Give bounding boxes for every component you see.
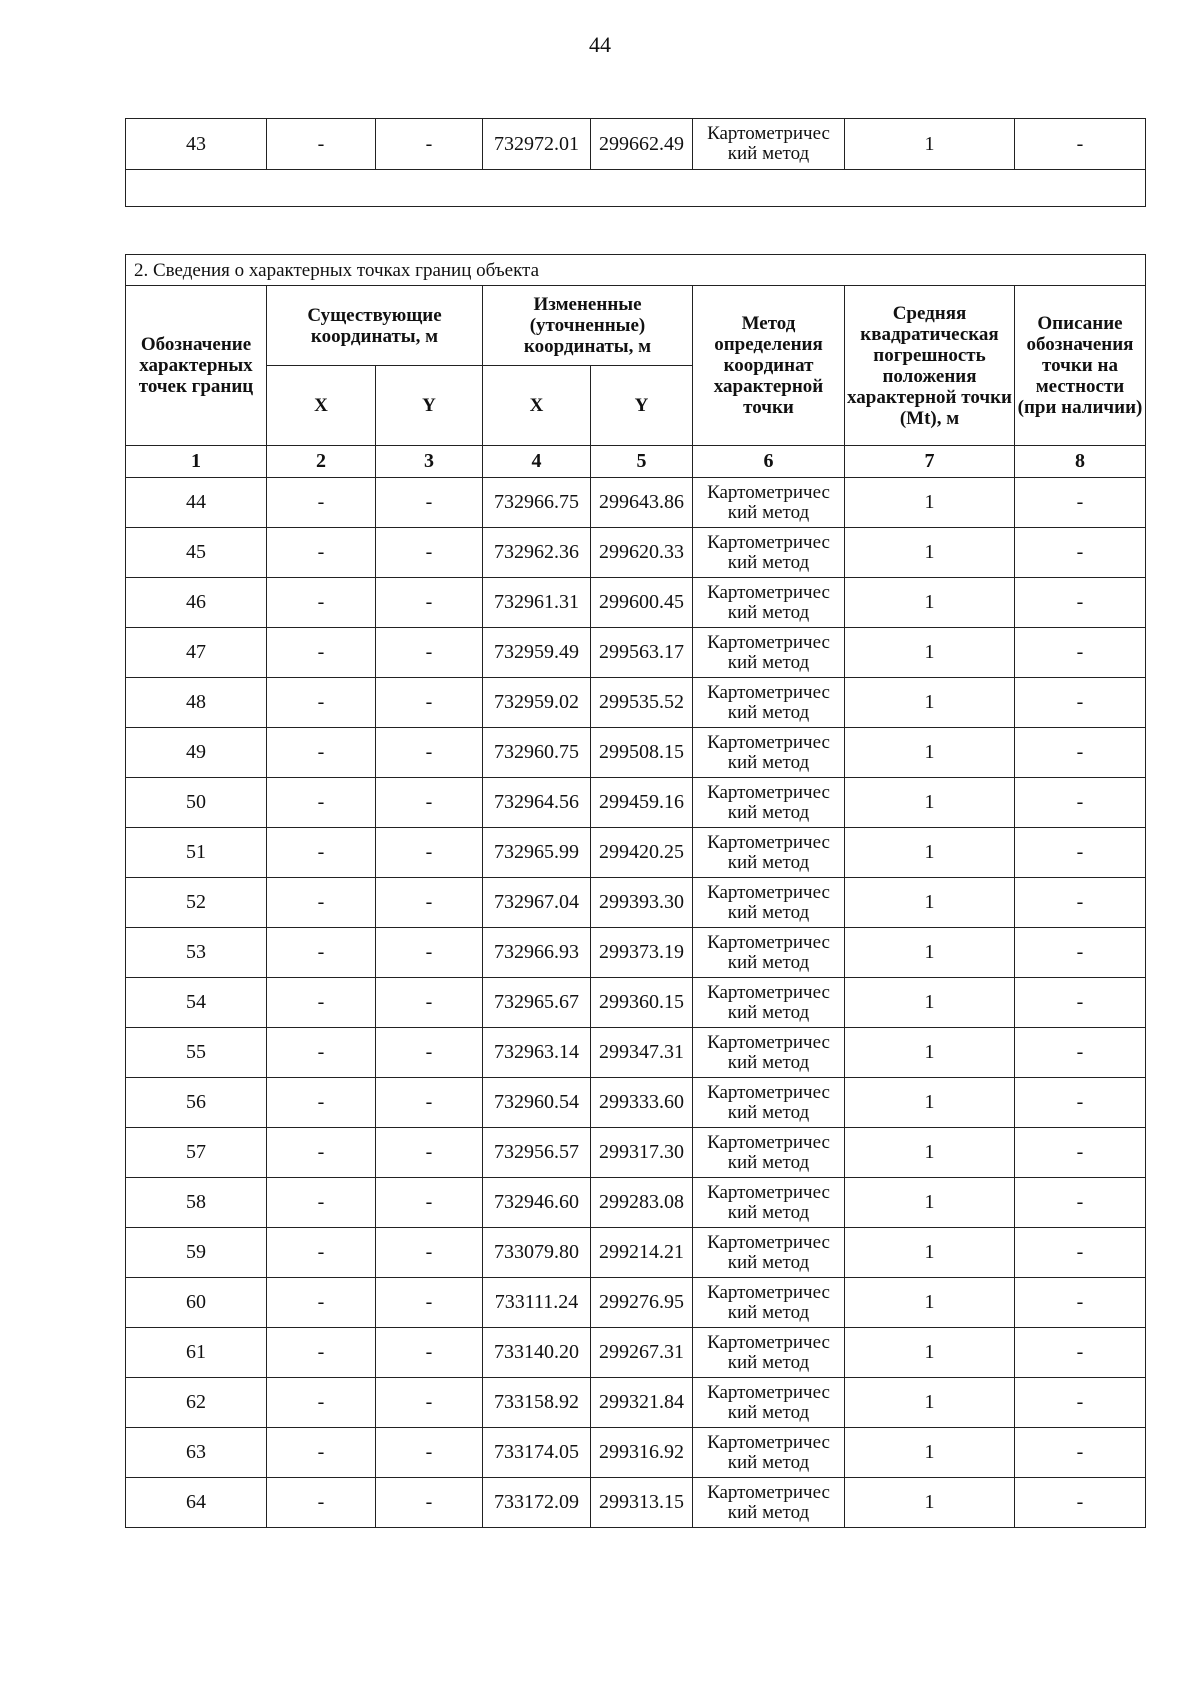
description-cell: - [1015, 1028, 1146, 1078]
accuracy-cell: 1 [845, 928, 1015, 978]
x-old-cell: - [267, 478, 376, 528]
x-new-cell: 732960.75 [483, 728, 591, 778]
point-cell: 62 [126, 1378, 267, 1428]
method-line-1: Картометричес [707, 1381, 830, 1403]
x-new-cell: 732959.49 [483, 628, 591, 678]
x-old-cell: - [267, 1228, 376, 1278]
y-old-cell: - [376, 478, 483, 528]
point-cell: 57 [126, 1128, 267, 1178]
table-row [126, 928, 1146, 978]
point-cell: 52 [126, 878, 267, 928]
point-cell: 64 [126, 1478, 267, 1528]
method-line-1: Картометричес [707, 1081, 830, 1103]
y-new-cell: 299535.52 [591, 678, 693, 728]
method-line-1: Картометричес [707, 1031, 830, 1053]
method-line-1: Картометричес [707, 831, 830, 853]
header-x-existing: X [267, 366, 376, 446]
y-new-cell: 299643.86 [591, 478, 693, 528]
y-new-cell: 299333.60 [591, 1078, 693, 1128]
table-row [126, 119, 1146, 170]
y-old-cell: - [376, 878, 483, 928]
y-old-cell: - [376, 828, 483, 878]
method-cell [693, 119, 845, 170]
method-line-2: кий метод [727, 143, 810, 164]
point-cell: 44 [126, 478, 267, 528]
method-line-1: Картометричес [707, 1431, 830, 1453]
point-cell: 61 [126, 1328, 267, 1378]
column-number: 3 [376, 446, 483, 478]
description-cell: - [1015, 1378, 1146, 1428]
table-row [126, 528, 1146, 578]
x-new-cell: 732965.67 [483, 978, 591, 1028]
method-line-2: кий метод [727, 1051, 810, 1073]
header-y-existing: Y [376, 366, 483, 446]
column-number: 8 [1015, 446, 1146, 478]
x-new-cell: 732965.99 [483, 828, 591, 878]
y-new-cell: 299360.15 [591, 978, 693, 1028]
method-line-2: кий метод [727, 651, 810, 673]
method-line-2: кий метод [727, 1001, 810, 1023]
section-title: 2. Сведения о характерных точках границ объекта [126, 255, 1146, 286]
accuracy-cell: 1 [845, 678, 1015, 728]
description-cell: - [1015, 878, 1146, 928]
header-changed: Измененные (уточненные) координаты, м [483, 286, 693, 366]
method-cell [693, 1128, 845, 1178]
method-line-2: кий метод [727, 951, 810, 973]
point-cell: 56 [126, 1078, 267, 1128]
column-number: 6 [693, 446, 845, 478]
accuracy-cell: 1 [845, 1378, 1015, 1428]
column-numbers-row [126, 446, 1146, 478]
point-cell: 55 [126, 1028, 267, 1078]
y-new-cell: 299620.33 [591, 528, 693, 578]
x-old-cell: - [267, 928, 376, 978]
y-old-cell: - [376, 1378, 483, 1428]
y-old-cell: - [376, 1178, 483, 1228]
x-old-cell: - [267, 1428, 376, 1478]
method-line-1: Картометричес [707, 881, 830, 903]
x-new-cell: 732964.56 [483, 778, 591, 828]
method-line-1: Картометричес [707, 531, 830, 553]
column-number: 4 [483, 446, 591, 478]
x-old-cell: - [267, 978, 376, 1028]
method-cell [693, 728, 845, 778]
method-line-2: кий метод [727, 1201, 810, 1223]
section-title-row [126, 255, 1146, 286]
table-row [126, 728, 1146, 778]
x-old-cell: - [267, 1178, 376, 1228]
y-new-cell: 299276.95 [591, 1278, 693, 1328]
point-cell: 49 [126, 728, 267, 778]
table-row [126, 828, 1146, 878]
method-line-1: Картометричес [707, 981, 830, 1003]
description-cell: - [1015, 1178, 1146, 1228]
description-cell: - [1015, 1478, 1146, 1528]
table-row [126, 1178, 1146, 1228]
x-new-cell: 732963.14 [483, 1028, 591, 1078]
description-cell: - [1015, 1428, 1146, 1478]
table-row [126, 1128, 1146, 1178]
y-new-cell: 299321.84 [591, 1378, 693, 1428]
y-old-cell: - [376, 1028, 483, 1078]
description-cell: - [1015, 119, 1146, 170]
empty-cell [126, 170, 1146, 207]
method-line-1: Картометричес [707, 681, 830, 703]
table-row [126, 478, 1146, 528]
description-cell: - [1015, 728, 1146, 778]
page-number: 44 [589, 32, 611, 57]
x-new-cell: 733079.80 [483, 1228, 591, 1278]
description-cell: - [1015, 1128, 1146, 1178]
header-x-changed: X [483, 366, 591, 446]
method-cell [693, 1478, 845, 1528]
column-number: 2 [267, 446, 376, 478]
empty-row [126, 170, 1146, 207]
table-row [126, 1328, 1146, 1378]
point-cell: 53 [126, 928, 267, 978]
x-old-cell: - [267, 1478, 376, 1528]
method-line-1: Картометричес [707, 931, 830, 953]
table-row [126, 628, 1146, 678]
description-cell: - [1015, 778, 1146, 828]
table-row [126, 878, 1146, 928]
accuracy-cell: 1 [845, 119, 1015, 170]
method-line-1: Картометричес [707, 581, 830, 603]
table-row [126, 1278, 1146, 1328]
table-row [126, 578, 1146, 628]
method-line-2: кий метод [727, 1501, 810, 1523]
accuracy-cell: 1 [845, 628, 1015, 678]
y-old-cell: - [376, 1478, 483, 1528]
x-old-cell: - [267, 1378, 376, 1428]
column-number: 7 [845, 446, 1015, 478]
method-line-2: кий метод [727, 701, 810, 723]
accuracy-cell: 1 [845, 578, 1015, 628]
x-new-cell: 732946.60 [483, 1178, 591, 1228]
method-cell [693, 528, 845, 578]
table-row [126, 1378, 1146, 1428]
x-new-cell: 732956.57 [483, 1128, 591, 1178]
y-new-cell: 299459.16 [591, 778, 693, 828]
method-line-2: кий метод [727, 601, 810, 623]
method-line-1: Картометричес [707, 1331, 830, 1353]
rows-body [126, 478, 1146, 1528]
method-cell [693, 928, 845, 978]
header-row [126, 286, 1146, 366]
method-line-2: кий метод [727, 801, 810, 823]
y-old-cell: - [376, 1428, 483, 1478]
method-cell [693, 978, 845, 1028]
table-row [126, 778, 1146, 828]
method-line-1: Картометричес [707, 123, 830, 144]
point-cell: 51 [126, 828, 267, 878]
column-number: 5 [591, 446, 693, 478]
y-old-cell: - [376, 1328, 483, 1378]
method-line-1: Картометричес [707, 1181, 830, 1203]
y-new-cell: 299508.15 [591, 728, 693, 778]
method-line-1: Картометричес [707, 481, 830, 503]
accuracy-cell: 1 [845, 978, 1015, 1028]
method-cell [693, 628, 845, 678]
x-new-cell: 733174.05 [483, 1428, 591, 1478]
method-line-1: Картометричес [707, 1281, 830, 1303]
x-new-cell: 732960.54 [483, 1078, 591, 1128]
method-line-2: кий метод [727, 1151, 810, 1173]
method-cell [693, 478, 845, 528]
x-new-cell: 732961.31 [483, 578, 591, 628]
method-line-1: Картометричес [707, 781, 830, 803]
description-cell: - [1015, 1328, 1146, 1378]
x-new-cell: 732959.02 [483, 678, 591, 728]
accuracy-cell: 1 [845, 778, 1015, 828]
method-cell [693, 828, 845, 878]
method-line-2: кий метод [727, 851, 810, 873]
method-line-2: кий метод [727, 501, 810, 523]
method-line-2: кий метод [727, 1301, 810, 1323]
header-existing: Существующие координаты, м [267, 286, 483, 366]
description-cell: - [1015, 828, 1146, 878]
point-cell: 47 [126, 628, 267, 678]
point-cell: 45 [126, 528, 267, 578]
description-cell: - [1015, 928, 1146, 978]
x-old-cell: - [267, 678, 376, 728]
continuation-table [125, 118, 1146, 207]
method-cell [693, 1328, 845, 1378]
method-line-2: кий метод [727, 1101, 810, 1123]
y-old-cell: - [376, 728, 483, 778]
method-line-2: кий метод [727, 1401, 810, 1423]
y-old-cell: - [376, 628, 483, 678]
x-old-cell: - [267, 1278, 376, 1328]
x-old-cell: - [267, 119, 376, 170]
x-old-cell: - [267, 1328, 376, 1378]
y-new-cell: 299313.15 [591, 1478, 693, 1528]
y-old-cell: - [376, 578, 483, 628]
x-old-cell: - [267, 628, 376, 678]
method-line-1: Картометричес [707, 731, 830, 753]
boundary-points-table [125, 254, 1146, 1528]
method-line-1: Картометричес [707, 631, 830, 653]
header-y-changed: Y [591, 366, 693, 446]
accuracy-cell: 1 [845, 1428, 1015, 1478]
header-description: Описание обозначения точки на местности (при наличии) [1015, 286, 1146, 446]
x-old-cell: - [267, 578, 376, 628]
y-new-cell: 299662.49 [591, 119, 693, 170]
y-old-cell: - [376, 528, 483, 578]
accuracy-cell: 1 [845, 478, 1015, 528]
method-cell [693, 1178, 845, 1228]
method-line-2: кий метод [727, 1251, 810, 1273]
y-new-cell: 299563.17 [591, 628, 693, 678]
method-cell [693, 1078, 845, 1128]
x-old-cell: - [267, 1128, 376, 1178]
description-cell: - [1015, 1078, 1146, 1128]
header-designation: Обозначение характерных точек границ [126, 286, 267, 446]
x-new-cell: 733172.09 [483, 1478, 591, 1528]
method-cell [693, 1428, 845, 1478]
accuracy-cell: 1 [845, 1178, 1015, 1228]
description-cell: - [1015, 578, 1146, 628]
description-cell: - [1015, 678, 1146, 728]
y-new-cell: 299347.31 [591, 1028, 693, 1078]
description-cell: - [1015, 628, 1146, 678]
y-new-cell: 299214.21 [591, 1228, 693, 1278]
y-old-cell: - [376, 119, 483, 170]
accuracy-cell: 1 [845, 1078, 1015, 1128]
method-line-2: кий метод [727, 751, 810, 773]
accuracy-cell: 1 [845, 728, 1015, 778]
y-old-cell: - [376, 1228, 483, 1278]
y-new-cell: 299373.19 [591, 928, 693, 978]
y-old-cell: - [376, 1128, 483, 1178]
x-new-cell: 732966.75 [483, 478, 591, 528]
point-cell: 54 [126, 978, 267, 1028]
point-cell: 48 [126, 678, 267, 728]
accuracy-cell: 1 [845, 1028, 1015, 1078]
description-cell: - [1015, 478, 1146, 528]
accuracy-cell: 1 [845, 1278, 1015, 1328]
accuracy-cell: 1 [845, 1228, 1015, 1278]
description-cell: - [1015, 528, 1146, 578]
method-cell [693, 1228, 845, 1278]
point-cell: 59 [126, 1228, 267, 1278]
x-new-cell: 732966.93 [483, 928, 591, 978]
point-cell: 58 [126, 1178, 267, 1228]
table-row [126, 1478, 1146, 1528]
x-old-cell: - [267, 878, 376, 928]
x-old-cell: - [267, 528, 376, 578]
y-new-cell: 299317.30 [591, 1128, 693, 1178]
y-old-cell: - [376, 978, 483, 1028]
method-line-2: кий метод [727, 1451, 810, 1473]
x-new-cell: 732967.04 [483, 878, 591, 928]
method-cell [693, 878, 845, 928]
point-cell: 46 [126, 578, 267, 628]
table-row [126, 1428, 1146, 1478]
method-cell [693, 1028, 845, 1078]
x-new-cell: 733158.92 [483, 1378, 591, 1428]
point-cell: 63 [126, 1428, 267, 1478]
x-new-cell: 732962.36 [483, 528, 591, 578]
table-row [126, 1028, 1146, 1078]
x-old-cell: - [267, 1028, 376, 1078]
description-cell: - [1015, 978, 1146, 1028]
y-new-cell: 299420.25 [591, 828, 693, 878]
accuracy-cell: 1 [845, 1328, 1015, 1378]
point-cell: 50 [126, 778, 267, 828]
point-cell: 43 [126, 119, 267, 170]
column-number: 1 [126, 446, 267, 478]
y-old-cell: - [376, 778, 483, 828]
method-line-1: Картометричес [707, 1481, 830, 1503]
y-old-cell: - [376, 1078, 483, 1128]
x-old-cell: - [267, 1078, 376, 1128]
method-line-1: Картометричес [707, 1131, 830, 1153]
y-new-cell: 299283.08 [591, 1178, 693, 1228]
y-old-cell: - [376, 678, 483, 728]
y-new-cell: 299316.92 [591, 1428, 693, 1478]
x-new-cell: 732972.01 [483, 119, 591, 170]
x-old-cell: - [267, 728, 376, 778]
table-row [126, 678, 1146, 728]
method-cell [693, 678, 845, 728]
x-old-cell: - [267, 778, 376, 828]
table-row [126, 978, 1146, 1028]
method-line-1: Картометричес [707, 1231, 830, 1253]
y-old-cell: - [376, 928, 483, 978]
method-line-2: кий метод [727, 901, 810, 923]
method-line-2: кий метод [727, 551, 810, 573]
method-cell [693, 778, 845, 828]
description-cell: - [1015, 1278, 1146, 1328]
table-row [126, 1078, 1146, 1128]
accuracy-cell: 1 [845, 1128, 1015, 1178]
y-new-cell: 299267.31 [591, 1328, 693, 1378]
method-cell [693, 1378, 845, 1428]
x-new-cell: 733140.20 [483, 1328, 591, 1378]
table-row [126, 1228, 1146, 1278]
accuracy-cell: 1 [845, 828, 1015, 878]
point-cell: 60 [126, 1278, 267, 1328]
method-cell [693, 1278, 845, 1328]
x-old-cell: - [267, 828, 376, 878]
x-new-cell: 733111.24 [483, 1278, 591, 1328]
y-new-cell: 299393.30 [591, 878, 693, 928]
description-cell: - [1015, 1228, 1146, 1278]
method-line-2: кий метод [727, 1351, 810, 1373]
accuracy-cell: 1 [845, 878, 1015, 928]
y-old-cell: - [376, 1278, 483, 1328]
accuracy-cell: 1 [845, 1478, 1015, 1528]
header-method: Метод определения координат характерной точки [693, 286, 845, 446]
header-accuracy: Средняя квадратическая погрешность положения характерной точки (Mt), м [845, 286, 1015, 446]
y-new-cell: 299600.45 [591, 578, 693, 628]
accuracy-cell: 1 [845, 528, 1015, 578]
method-cell [693, 578, 845, 628]
